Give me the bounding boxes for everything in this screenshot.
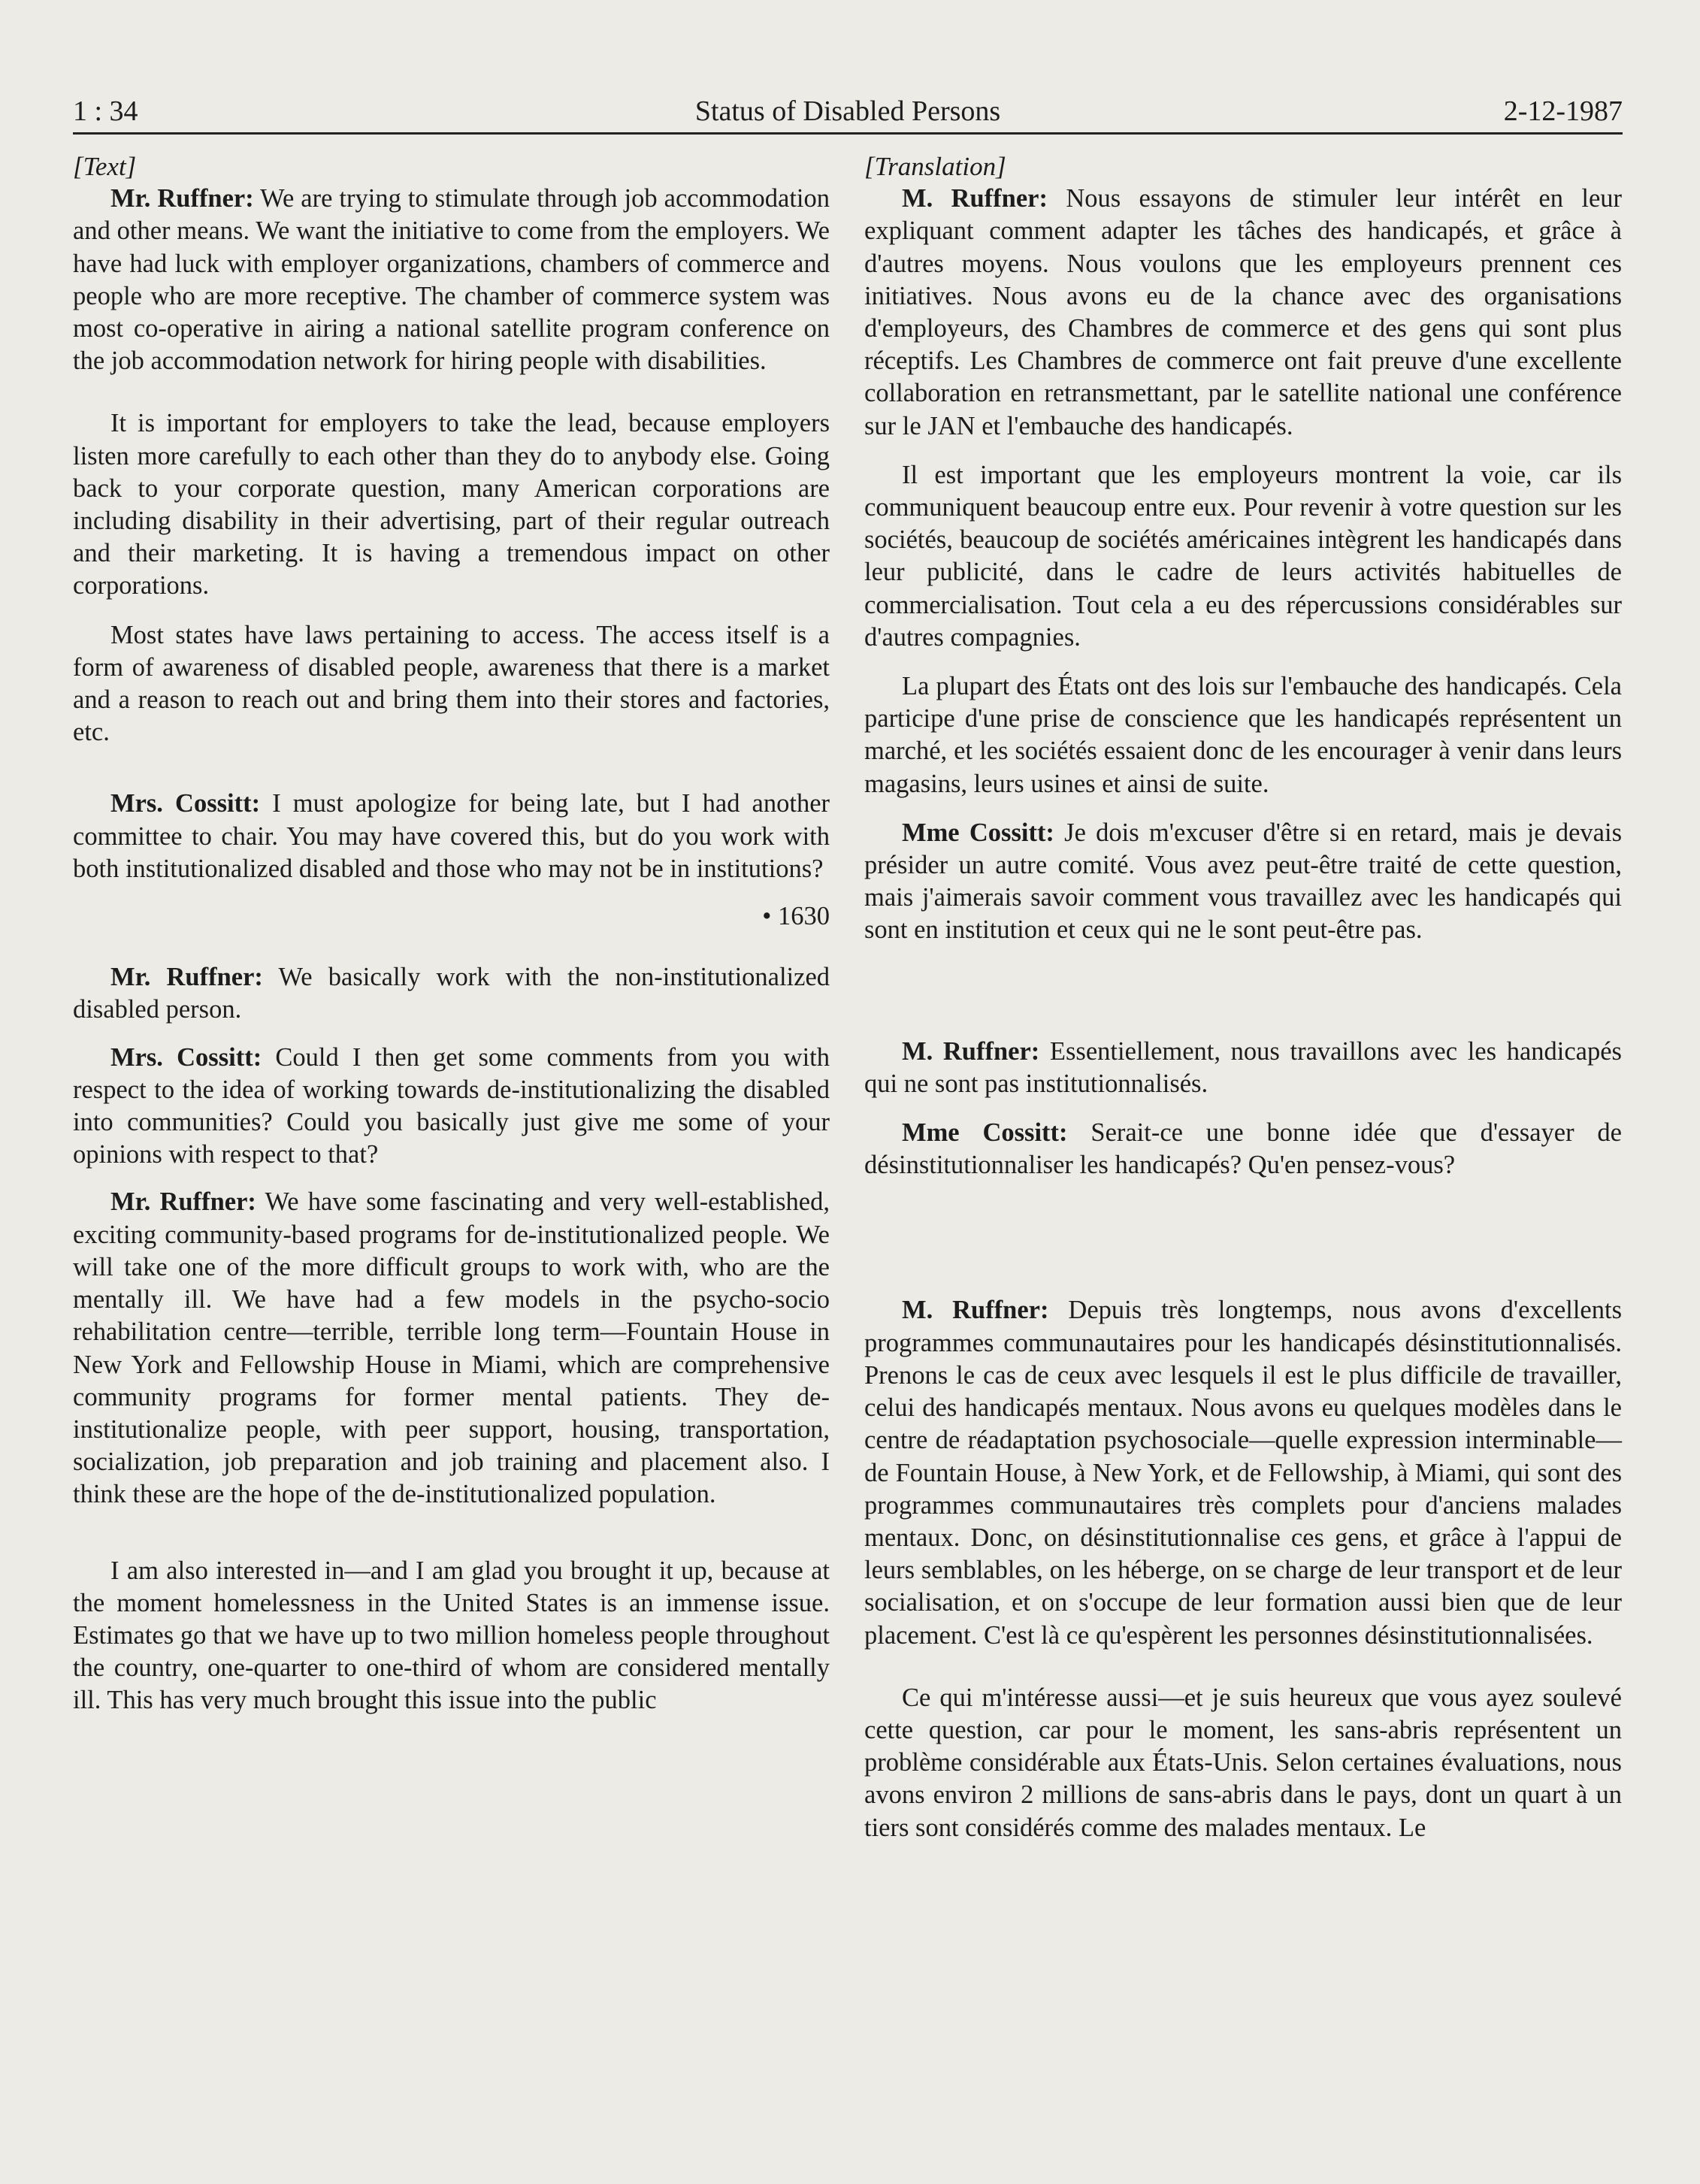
paragraph — [73, 961, 830, 1026]
speaker-name: Mrs. Cossitt: — [110, 1042, 262, 1072]
paragraph — [73, 788, 830, 885]
bracket-close: ] — [996, 152, 1006, 181]
paragraph-text: We have some fascinating and very well-established, exciting community-based programs for de-institutionalized people. We will take one of the more difficult groups to work with, who are the mentally ill. We have had a few models in the psycho-socio rehabilitation centre—terrible, terrible long term—Fountain House in New York and Fellowship House in Miami, which are comprehensive community programs for former mental patients. They de-institutionalize people, with peer support, housing, transportation, socialization, job preparation and job training and placement also. I think these are the hope of the de-institutionalized population. — [73, 1187, 830, 1509]
paragraph-text: Depuis très longtemps, nous avons d'excellents programmes communautaires pour les handicapés désinstitutionnalisés. Prenons le cas de ceux avec lesquels il est le plus difficile de travailler, celui des handicapés mentaux. Nous avons eu quelques modèles dans le centre de réadaptation psychosociale—quelle expression interminable—de Fountain House, à New York, et de Fellowship, à Miami, qui sont des programmes communautaires très complets pour d'anciens malades mentaux. Donc, on désinstitutionnalise ces gens, et grâce à l'appui de leurs semblables, on les héberge, on se charge de leur transport et de leur socialisation, et on s'occupe de leur formation aussi bien que de leur placement. C'est là ce qu'espèrent les personnes désinstitutionnalisées. — [864, 1296, 1623, 1650]
english-column — [73, 150, 830, 1717]
paragraph: I am also interested in—and I am glad you brought it up, because at the moment homelessness in the United States is an immense issue. Estimates go that we have up to two million homeless people throughout the country, one-quarter to one-third of whom are considered mentally ill. This has very much brought this issue into the public — [73, 1556, 830, 1715]
language-label — [73, 150, 830, 183]
paragraph-text: I must apologize for being late, but I had another committee to chair. You may have covered this, but do you work with both institutionalized disabled and those who may not be in institutions? — [73, 789, 830, 883]
paragraph-text: Je dois m'excuser d'être si en retard, mais je devais présider un autre comité. Vous avez peut-être traité de cette question, mais j'aimerais savoir comment vous travaillez avec les handicapés qui sont en institution et ceux qui ne le sont peut-être pas. — [864, 818, 1623, 945]
paragraph: Il est important que les employeurs montrent la voie, car ils communiquent beaucoup entre eux. Pour revenir à votre question sur les sociétés, beaucoup de sociétés américaines intègrent les handicapés dans leur publicité, dans le cadre de leurs activités habituelles de commercialisation. Tout cela a eu des répercussions considérables sur d'autres compagnies. — [864, 460, 1622, 652]
paragraph — [73, 1186, 830, 1511]
bracket-open: [ — [864, 152, 875, 181]
paragraph: Ce qui m'intéresse aussi—et je suis heureux que vous ayez soulevé cette question, car pour le moment, les sans-abris représentent un problème considérable aux États-Unis. Selon certaines évaluations, nous avons environ 2 millions de sans-abris dans le pays, dont un quart à un tiers sont considérés comme des malades mentaux. Le — [864, 1683, 1622, 1842]
bracket-close: ] — [126, 152, 137, 181]
paragraph — [864, 1294, 1622, 1651]
speaker-name: M. Ruffner: — [902, 1296, 1049, 1325]
paragraph-text: Serait-ce une bonne idée que d'essayer de désinstitutionnaliser les handicapés? Qu'en pensez-vous? — [864, 1118, 1622, 1180]
page-number: 1 : 34 — [73, 95, 138, 127]
paragraph-text: We are trying to stimulate through job accommodation and other means. We want the initiative to come from the employers. We have had luck with employer organizations, chambers of commerce and people who are more receptive. The chamber of commerce system was most co-operative in airing a national satellite program conference on the job accommodation network for hiring people with disabilities. — [73, 184, 830, 376]
paragraph: It is important for employers to take the lead, because employers listen more carefully to each other than they do to anybody else. Going back to your corporate question, many American corporations are including disability in their advertising, part of their regular outreach and their marketing. It is having a tremendous impact on other corporations. — [73, 409, 830, 600]
paragraph — [73, 1042, 830, 1172]
page-header — [73, 89, 1623, 135]
time-marker: • 1630 — [762, 902, 830, 931]
paragraph — [73, 183, 830, 377]
speaker-name: Mme Cossitt: — [902, 818, 1054, 847]
speaker-name: M. Ruffner: — [902, 1036, 1040, 1066]
paragraph: La plupart des États ont des lois sur l'embauche des handicapés. Cela participe d'une prise de conscience que les handicapés représentent un marché, et les sociétés essaient donc de les encourager à venir dans leurs magasins, leurs usines et ainsi de suite. — [864, 672, 1622, 798]
page-date: 2-12-1987 — [1503, 95, 1623, 127]
language-label-text: Text — [83, 152, 126, 181]
paragraph — [864, 1117, 1622, 1181]
speaker-name: Mr. Ruffner: — [110, 1187, 256, 1217]
speaker-name: Mr. Ruffner: — [110, 963, 263, 992]
page-title: Status of Disabled Persons — [694, 95, 1001, 127]
paragraph-text: Could I then get some comments from you with respect to the idea of working towards de-institutionalizing the disabled into communities? Could you basically just give me some of your opinions with respect to that? — [73, 1042, 830, 1169]
speaker-name: M. Ruffner: — [902, 184, 1048, 213]
paragraph: Most states have laws pertaining to access. The access itself is a form of awareness of disabled people, awareness that there is a market and a reason to reach out and bring them into their stores and factories, etc. — [73, 620, 830, 747]
paragraph — [864, 817, 1622, 947]
paragraph-text: We basically work with the non-institutionalized disabled person. — [73, 963, 830, 1024]
speaker-name: Mme Cossitt: — [902, 1118, 1068, 1148]
bracket-open: [ — [73, 152, 83, 181]
speaker-name: Mrs. Cossitt: — [110, 789, 261, 818]
speaker-name: Mr. Ruffner: — [110, 184, 254, 213]
paragraph-text: Nous essayons de stimuler leur intérêt en leur expliquant comment adapter les tâches des handicapés, et grâce à d'autres moyens. Nous voulons que les employeurs prennent ces initiatives. Nous avons eu de la chance avec des organisations d'employeurs, des Chambres de commerce et des gens qui sont plus réceptifs. Les Chambres de commerce ont fait preuve d'une excellente collaboration en retransmettant, par le satellite national une conférence sur le JAN et l'embauche des handicapés. — [864, 184, 1622, 440]
paragraph — [864, 1036, 1622, 1100]
language-label — [864, 150, 1622, 183]
language-label-text: Translation — [874, 152, 997, 181]
french-column — [864, 150, 1622, 1844]
paragraph — [864, 183, 1622, 443]
paragraph-text: Essentiellement, nous travaillons avec les handicapés qui ne sont pas institutionnalisés. — [864, 1036, 1622, 1098]
